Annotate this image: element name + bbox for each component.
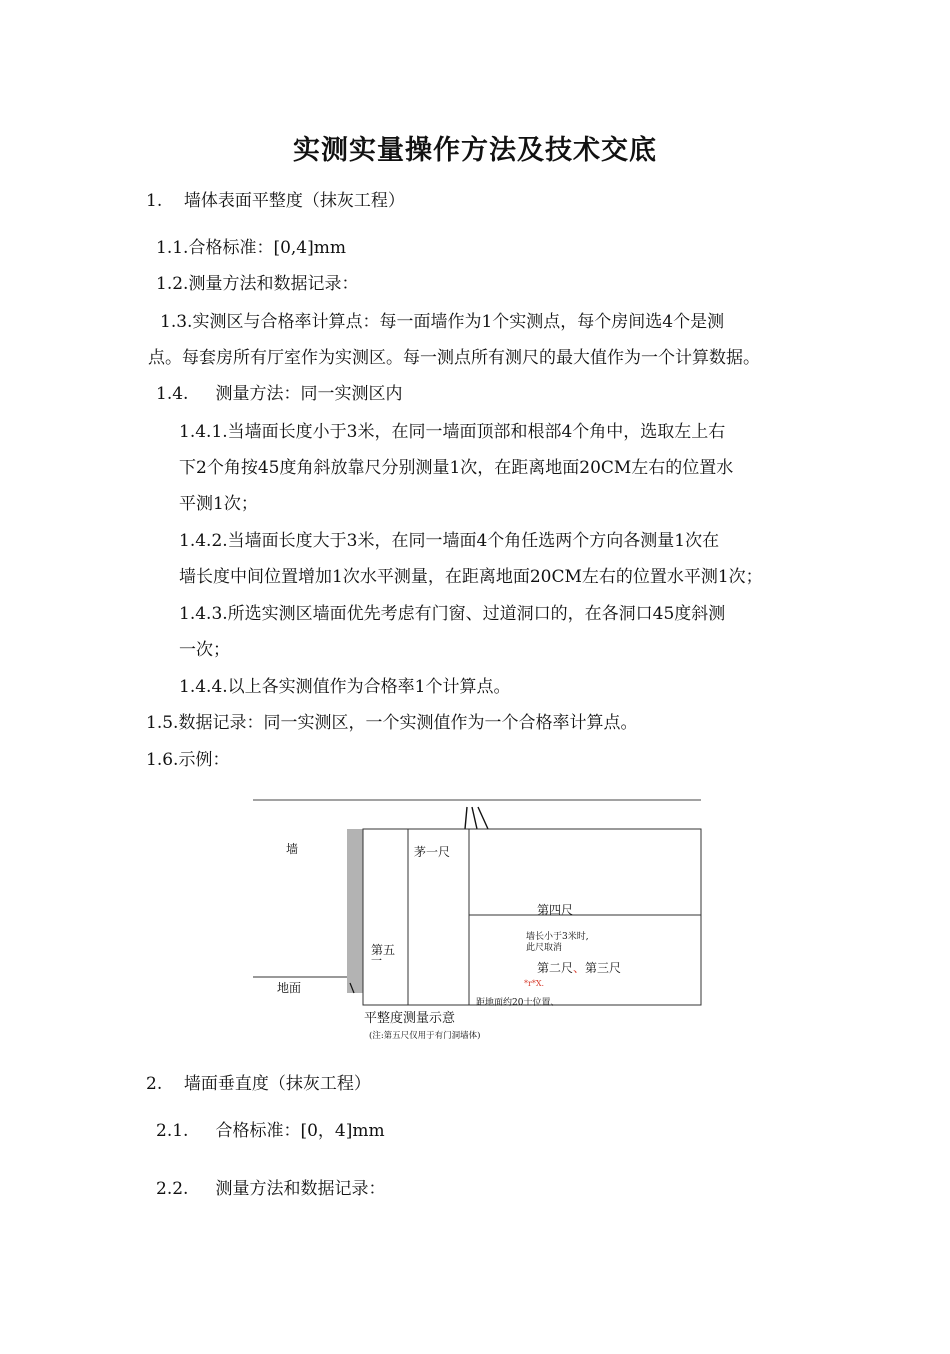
paragraph-1-2: 1.2.测量方法和数据记录： [156, 274, 359, 294]
flatness-measurement-diagram [250, 795, 705, 1045]
paragraph-1-5: 1.5.数据记录：同一实测区，一个实测值作为一个合格率计算点。 [146, 713, 638, 733]
paragraph-2-1: 2.1. 合格标准：[0，4]mm [156, 1121, 385, 1141]
label-ruler-separator: 、 [573, 961, 586, 975]
paragraph-1-4-3-line1: 1.4.3.所选实测区墙面优先考虑有门窗、过道洞口的，在各洞口45度斜测 [179, 604, 726, 624]
label-ruler-4: 第四尺 [537, 903, 574, 917]
label-ruler-5: 第五 [371, 943, 396, 957]
section-1-heading: 1. 墙体表面平整度（抹灰工程） [146, 191, 405, 211]
ceiling-tick-1 [465, 807, 467, 829]
paragraph-1-3-line2: 点。每套房所有厅室作为实测区。每一测点所有测尺的最大值作为一个计算数据。 [148, 348, 760, 368]
paragraph-1-4-4: 1.4.4.以上各实测值作为合格率1个计算点。 [179, 677, 511, 697]
paragraph-1-4-1-line1: 1.4.1.当墙面长度小于3米，在同一墙面顶部和根部4个角中，选取左上右 [179, 422, 726, 442]
diagram-caption-note: (注:第五尺仅用于有门洞墙体) [369, 1031, 481, 1041]
paragraph-1-4-2-line1: 1.4.2.当墙面长度大于3米，在同一墙面4个角任选两个方向各测量1次在 [179, 531, 720, 551]
paragraph-1-3-line1: 1.3.实测区与合格率计算点：每一面墙作为1个实测点，每个房间选4个是测 [160, 312, 725, 332]
paragraph-1-4-2-line2: 墙长度中间位置增加1次水平测量，在距离地面20CM左右的位置水平测1次； [179, 567, 763, 587]
wall-section [347, 829, 363, 993]
label-wall: 墙 [286, 842, 299, 856]
paragraph-1-4-1-line3: 平测1次； [179, 494, 258, 514]
paragraph-1-1: 1.1.合格标准：[0,4]mm [156, 238, 346, 258]
document-title: 实测实量操作方法及技术交底 [293, 135, 657, 166]
paragraph-1-4-3-line2: 一次； [179, 640, 230, 660]
note-height-position: 距地面约20士位置、 [476, 998, 560, 1008]
note-ruler-cancel: 此尺取消 [526, 943, 563, 953]
section-2-heading: 2. 墙面垂直度（抹灰工程） [146, 1074, 371, 1094]
label-ruler-3: 第三尺 [585, 961, 622, 975]
label-ground: 地面 [277, 981, 302, 995]
label-ruler-2: 第二尺 [537, 961, 574, 975]
ceiling-tick-2 [472, 807, 477, 829]
paragraph-1-4-1-line2: 下2个角按45度角斜放靠尺分别测量1次，在距离地面20CM左右的位置水 [179, 458, 734, 478]
label-ruler-1: 茅一尺 [414, 845, 451, 859]
note-short-wall: 墙长小于3米时, [526, 932, 589, 942]
diagram-caption: 平整度测量示意 [364, 1011, 456, 1026]
paragraph-2-2: 2.2. 测量方法和数据记录： [156, 1179, 386, 1199]
red-mark: *r*X. [524, 979, 545, 988]
label-ruler-5-suffix: 一 [371, 954, 382, 967]
ceiling-tick-3 [478, 807, 488, 829]
paragraph-1-4: 1.4. 测量方法：同一实测区内 [156, 384, 403, 404]
label-ruler-2-3 [537, 959, 621, 976]
paragraph-1-6: 1.6.示例： [146, 750, 230, 770]
